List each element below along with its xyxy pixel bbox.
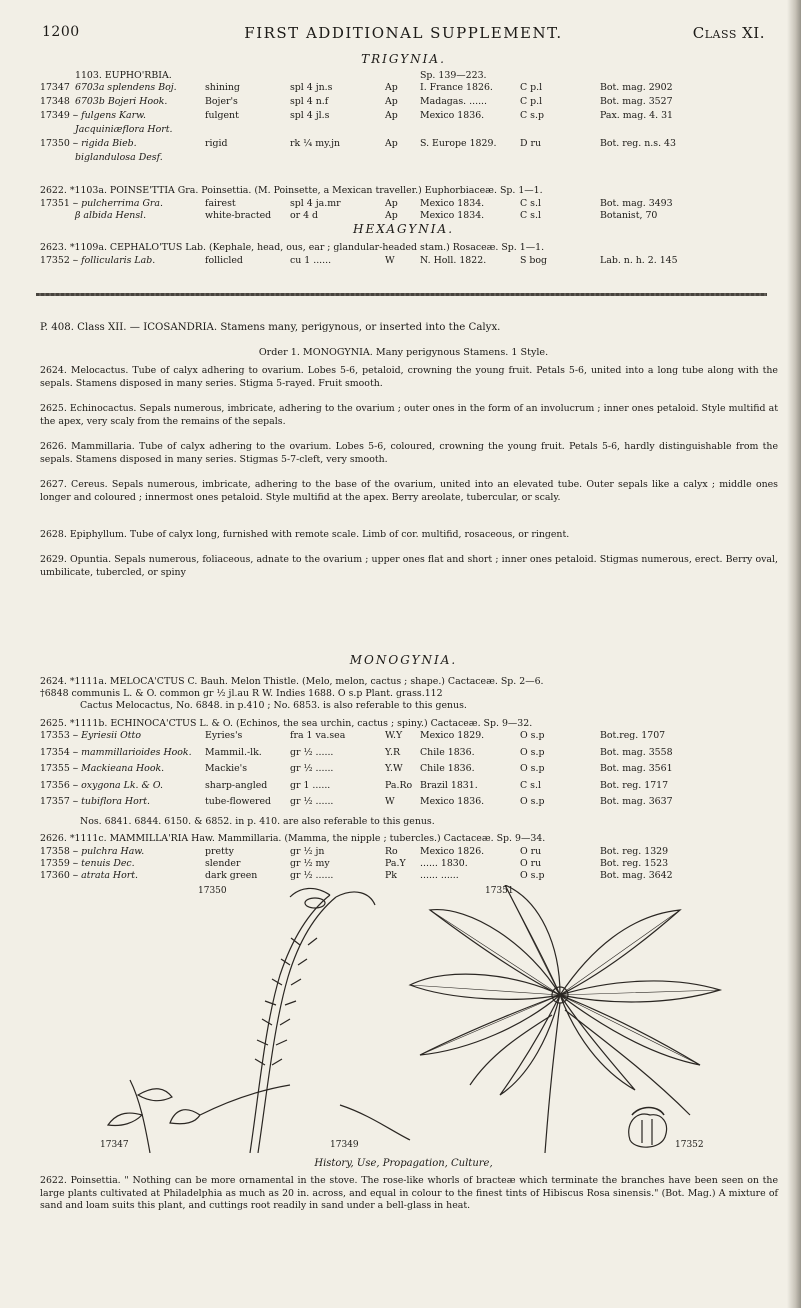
melocactus-row: †6848 communis L. & O. common gr ½ jl.au R W. Indies 1688. O s.p Plant. grass.112 [40, 688, 443, 699]
cephalotus-row-0-ref: Lab. n. h. 2. 145 [600, 255, 678, 266]
echinocactus-row-4-ref: Bot. mag. 3637 [600, 796, 673, 807]
echinocactus-row-1-marks: gr ½ ...... [290, 746, 334, 758]
poinsettia-row-0-ref: Bot. mag. 3493 [600, 198, 673, 209]
mammillaria-row-2-marks: gr ½ ...... [290, 870, 334, 881]
euphorbia-row-1-ref: Bot. mag. 3527 [600, 96, 673, 107]
poinsettia-row-1-cult: C s.l [520, 210, 541, 221]
echinocactus-row-3-hab: Pa.Ro [385, 779, 413, 791]
euphorbia-row-2-name: - fulgens Karw. [75, 110, 146, 121]
mammillaria-row-1-cult: O ru [520, 858, 542, 869]
euphorbia-row-3-name: Jacquiniæflora Hort. [75, 124, 173, 135]
poinsettia-footnote: 2622. Poinsettia. " Nothing can be more ornamental in the stove. The rose-like whorls of bracteæ which terminate the branches have been seen on the large plants cultivated at Philadelphia as much as 20 in. across, and equal in colour to the finest tints of Hibiscus Rosa sinensis." (Bot. Mag.) A mixture of sand and loam suits this plant, and cuttings root readily in sand under a bell-glass in heat. [40, 1175, 778, 1212]
genus-description-0: 2624. Melocactus. Tube of calyx adhering to ovarium. Lobes 5-6, petaloid, crowning the young fruit. Petals 5-6, united into a long tube along with the sepals. Stamens disposed in many series. Stigma 5-rayed. Fruit smooth. [40, 365, 778, 389]
order-heading: Order 1. MONOGYNIA. Many perigynous Stamens. 1 Style. [258, 347, 549, 358]
euphorbia-row-1-cult: C p.l [520, 96, 543, 107]
echinocactus-row-4-loc: Mexico 1836. [420, 796, 485, 807]
genus-description-2: 2626. Mammillaria. Tube of calyx adhering to the ovarium. Lobes 5-6, coloured, crowning the young fruit. Petals 5-6, hardly distinguishable from the sepals. Stamens disposed in many series. Stigmas 5-7-cleft, very smooth. [40, 441, 778, 465]
euphorbia-row-4-cult: D ru [520, 138, 542, 149]
echinocactus-row-4-name: - tubiflora Hort. [75, 796, 150, 807]
echinocactus-row-2-name: - Mackieana Hook. [75, 763, 165, 774]
echinocactus-row-3-num: 17356 - [40, 779, 76, 791]
mammillaria-row-2-name: - atrata Hort. [75, 870, 138, 881]
poinsettia-row-1-name: β albida Hensl. [75, 210, 147, 221]
echinocactus-row-1-name: - mammillarioides Hook. [75, 746, 192, 758]
mammillaria-row-2-loc: ...... ...... [420, 870, 459, 881]
echinocactus-row-0-num: 17353 - [40, 730, 76, 741]
euphorbia-row-2-num: 17349 - [40, 110, 76, 121]
history-caption: History, Use, Propagation, Culture, [314, 1158, 493, 1169]
genus-description-5: 2629. Opuntia. Sepals numerous, foliaceous, adnate to the ovarium ; upper ones flat and short ; inner ones petaloid. Stigmas numerous, erect. Berry oval, umbilicate, tubercled, or spiny [40, 554, 778, 578]
euphorbia-row-4-loc: S. Europe 1829. [420, 138, 497, 149]
echinocactus-row-1-eng: Mammil.-lk. [205, 746, 262, 758]
mammillaria-row-0-hab: Ro [385, 846, 398, 857]
mammillaria-row-1-name: - tenuis Dec. [75, 858, 135, 869]
melocactus-note: Cactus Melocactus, No. 6848. in p.410 ; No. 6853. is also referable to this genus. [80, 700, 467, 711]
echinocactus-row-2-loc: Chile 1836. [420, 763, 475, 774]
mammillaria-row-0-cult: O ru [520, 846, 542, 857]
echinocactus-row-4-num: 17357 - [40, 796, 76, 807]
mammillaria-row-0-ref: Bot. reg. 1329 [600, 846, 669, 857]
genus-description-1: 2625. Echinocactus. Sepals numerous, imbricate, adhering to the ovarium ; outer ones in the form of an involucrum ; inner ones petaloid. Style multifid at the apex, very scaly from the remains of the sepals. [40, 403, 778, 427]
poinsettia-row-1-hab: Ap [385, 210, 398, 221]
mammillaria-row-2-eng: dark green [205, 870, 258, 881]
poinsettia-row-0-loc: Mexico 1834. [420, 198, 485, 209]
poinsettia-row-0-eng: fairest [205, 198, 236, 209]
euphorbia-row-2-marks: spl 4 jl.s [290, 110, 330, 121]
euphorbia-row-2-ref: Pax. mag. 4. 31 [600, 110, 674, 121]
genus-description-4: 2628. Epiphyllum. Tube of calyx long, furnished with remote scale. Limb of cor. multifid, rosaceous, or ringent. [40, 529, 570, 540]
echinocactus-row-3-marks: gr 1 ...... [290, 779, 331, 791]
echinocactus-row-3-eng: sharp-angled [205, 779, 268, 791]
euphorbia-row-2-loc: Mexico 1836. [420, 110, 485, 121]
euphorbia-row-2-cult: C s.p [520, 110, 544, 121]
euphorbia-row-1-loc: Madagas. ...... [420, 96, 488, 107]
echinocactus-row-0-ref: Bot.reg. 1707 [600, 730, 666, 741]
euphorbia-row-4-marks: rk ¼ my.jn [290, 138, 341, 149]
fig-label-17352: 17352 [675, 1140, 704, 1150]
poinsettia-row-1-marks: or 4 d [290, 210, 319, 221]
echinocactus-row-0-hab: W.Y [385, 730, 403, 741]
poinsettia-row-0-hab: Ap [385, 198, 398, 209]
running-title: FIRST ADDITIONAL SUPPLEMENT. [244, 24, 563, 42]
euphorbia-row-4-num: 17350 - [40, 138, 76, 149]
fig-label-17347: 17347 [100, 1140, 129, 1150]
class-xii-heading: P. 408. Class XII. — ICOSANDRIA. Stamens many, perigynous, or inserted into the Calyx. [40, 322, 501, 333]
cephalotus-row-0-name: - follicularis Lab. [75, 255, 156, 266]
mammillaria-row-0-marks: gr ½ jn [290, 846, 325, 857]
echinocactus-row-4-marks: gr ½ ...... [290, 796, 334, 807]
euphorbia-row-1-num: 17348 [40, 96, 70, 107]
cephalotus-genus-heading: 2623. *1109a. CEPHALO'TUS Lab. (Kephale, head, ous, ear ; glandular-headed stam.) Rosaceæ. Sp. 1—1. [40, 242, 545, 253]
euphorbia-row-2-eng: fulgent [205, 110, 239, 121]
euphorbia-row-1-hab: Ap [385, 96, 398, 107]
echinocactus-row-2-hab: Y.W [385, 763, 403, 774]
poinsettia-row-0-cult: C s.l [520, 198, 541, 209]
euphorbia-row-0-cult: C p.l [520, 82, 543, 93]
section-hexagynia: HEXAGYNIA. [352, 222, 455, 236]
euphorbia-species-count: Sp. 139—223. [420, 70, 487, 81]
mammillaria-row-1-hab: Pa.Y [385, 858, 406, 869]
echinocactus-row-2-num: 17355 - [40, 763, 76, 774]
cephalotus-pitcher [629, 1108, 667, 1148]
mammillaria-row-2-num: 17360 - [40, 870, 76, 881]
section-monogynia: MONOGYNIA. [349, 653, 458, 667]
echinocactus-row-1-ref: Bot. mag. 3558 [600, 746, 673, 758]
echinocactus-row-4-hab: W [385, 796, 395, 807]
cephalotus-row-0-hab: W [385, 255, 395, 266]
poinsettia-bracts [410, 885, 720, 1095]
echinocactus-row-3-name: - oxygona Lk. & O. [75, 779, 163, 791]
euphorbia-row-0-eng: shining [205, 82, 240, 93]
euphorbia-row-1-name: 6703b Bojeri Hook. [75, 96, 168, 107]
fig-label-17351: 17351 [485, 886, 514, 896]
page-number: 1200 [42, 24, 80, 40]
poinsettia-row-1-loc: Mexico 1834. [420, 210, 485, 221]
echinocactus-row-1-cult: O s.p [520, 746, 545, 758]
mammillaria-row-2-ref: Bot. mag. 3642 [600, 870, 673, 881]
euphorbia-row-0-marks: spl 4 jn.s [290, 82, 333, 93]
echinocactus-row-0-name: - Eyriesii Otto [75, 730, 141, 741]
euphorbia-row-4-eng: rigid [205, 138, 228, 149]
euphorbia-row-4-hab: Ap [385, 138, 398, 149]
echinocactus-row-1-hab: Y.R [385, 746, 401, 758]
poinsettia-row-0-name: - pulcherrima Gra. [75, 198, 163, 209]
echinocactus-row-3-ref: Bot. reg. 1717 [600, 779, 669, 791]
cephalotus-row-0-marks: cu 1 ...... [290, 255, 332, 266]
cephalotus-row-0-eng: follicled [205, 255, 243, 266]
euphorbia-row-4-name: - rigida Bieb. [75, 138, 137, 149]
mammillaria-row-2-hab: Pk [385, 870, 397, 881]
poinsettia-row-0-marks: spl 4 ja.mr [290, 198, 341, 209]
mammillaria-row-0-eng: pretty [205, 846, 234, 857]
euphorbia-row-0-name: 6703a splendens Boj. [75, 82, 177, 93]
euphorbia-row-5-name: biglandulosa Desf. [75, 152, 163, 163]
poinsettia-row-1-ref: Botanist, 70 [600, 210, 658, 221]
echinocactus-row-0-marks: fra 1 va.sea [290, 730, 346, 741]
euphorbia-stem [250, 888, 375, 1153]
euphorbia-row-0-num: 17347 [40, 82, 70, 93]
euphorbia-genus-heading: 1103. EUPHO'RBIA. [75, 70, 172, 81]
euphorbia-row-4-ref: Bot. reg. n.s. 43 [600, 138, 676, 149]
section-rule [36, 293, 767, 296]
echinocactus-row-3-loc: Brazil 1831. [420, 779, 478, 791]
mammillaria-row-0-loc: Mexico 1826. [420, 846, 485, 857]
euphorbia-row-0-ref: Bot. mag. 2902 [600, 82, 673, 93]
page-edge-shadow [787, 0, 801, 1308]
echinocactus-note: Nos. 6841. 6844. 6150. & 6852. in p. 410. are also referable to this genus. [80, 816, 435, 827]
poinsettia-genus-heading: 2622. *1103a. POINSE'TTIA Gra. Poinsettia. (M. Poinsette, a Mexican traveller.) Euphorbiaceæ. Sp. 1—1. [40, 185, 543, 196]
echinocactus-row-0-eng: Eyries's [205, 730, 243, 741]
section-trigynia: TRIGYNIA. [361, 52, 446, 66]
melocactus-genus-heading: 2624. *1111a. MELOCA'CTUS C. Bauh. Melon Thistle. (Melo, melon, cactus ; shape.) Cactaceæ. Sp. 2—6. [40, 676, 544, 687]
echinocactus-row-4-cult: O s.p [520, 796, 545, 807]
poinsettia-row-1-eng: white-bracted [205, 210, 272, 221]
echinocactus-genus-heading: 2625. *1111b. ECHINOCA'CTUS L. & O. (Echinos, the sea urchin, cactus ; spiny.) Cactaceæ. Sp. 9—32. [40, 718, 533, 729]
fig-label-17350: 17350 [198, 886, 227, 896]
class-label: Class XI. [692, 24, 765, 42]
mammillaria-row-1-loc: ...... 1830. [420, 858, 468, 869]
mammillaria-row-1-marks: gr ½ my [290, 858, 330, 869]
mammillaria-row-2-cult: O s.p [520, 870, 545, 881]
euphorbia-row-0-hab: Ap [385, 82, 398, 93]
mammillaria-genus-heading: 2626. *1111c. MAMMILLA'RIA Haw. Mammillaria. (Mamma, the nipple ; tubercles.) Cactaceæ. Sp. 9—34. [40, 833, 546, 844]
running-header [42, 24, 765, 46]
cephalotus-row-0-num: 17352 - [40, 255, 76, 266]
euphorbia-row-1-marks: spl 4 n.f [290, 96, 329, 107]
echinocactus-row-2-eng: Mackie's [205, 763, 248, 774]
mammillaria-row-0-name: - pulchra Haw. [75, 846, 145, 857]
cephalotus-row-0-cult: S bog [520, 255, 548, 266]
mammillaria-row-0-num: 17358 - [40, 846, 76, 857]
echinocactus-row-3-cult: C s.l [520, 779, 541, 791]
fig-label-17349: 17349 [330, 1140, 359, 1150]
mammillaria-row-1-num: 17359 - [40, 858, 76, 869]
genus-description-3: 2627. Cereus. Sepals numerous, imbricate, adhering to the base of the ovarium, united into an elevated tube. Outer sepals like a calyx ; middle ones longer and coloured ; innermost ones petaloid. Style multifid at the apex. Berry areolate, tubercular, or scaly. [40, 479, 778, 503]
echinocactus-row-1-num: 17354 - [40, 746, 76, 758]
mammillaria-row-1-eng: slender [205, 858, 241, 869]
mammillaria-row-1-ref: Bot. reg. 1523 [600, 858, 669, 869]
echinocactus-row-0-loc: Mexico 1829. [420, 730, 485, 741]
euphorbia-row-2-hab: Ap [385, 110, 398, 121]
echinocactus-row-4-eng: tube-flowered [205, 796, 272, 807]
botanical-figure [90, 885, 730, 1153]
echinocactus-row-2-cult: O s.p [520, 763, 545, 774]
poinsettia-row-0-num: 17351 - [40, 198, 76, 209]
echinocactus-row-0-cult: O s.p [520, 730, 545, 741]
euphorbia-row-0-loc: I. France 1826. [420, 82, 493, 93]
echinocactus-row-1-loc: Chile 1836. [420, 746, 475, 758]
euphorbia-row-1-eng: Bojer's [205, 96, 238, 107]
cephalotus-row-0-loc: N. Holl. 1822. [420, 255, 487, 266]
echinocactus-row-2-marks: gr ½ ...... [290, 763, 334, 774]
echinocactus-row-2-ref: Bot. mag. 3561 [600, 763, 673, 774]
